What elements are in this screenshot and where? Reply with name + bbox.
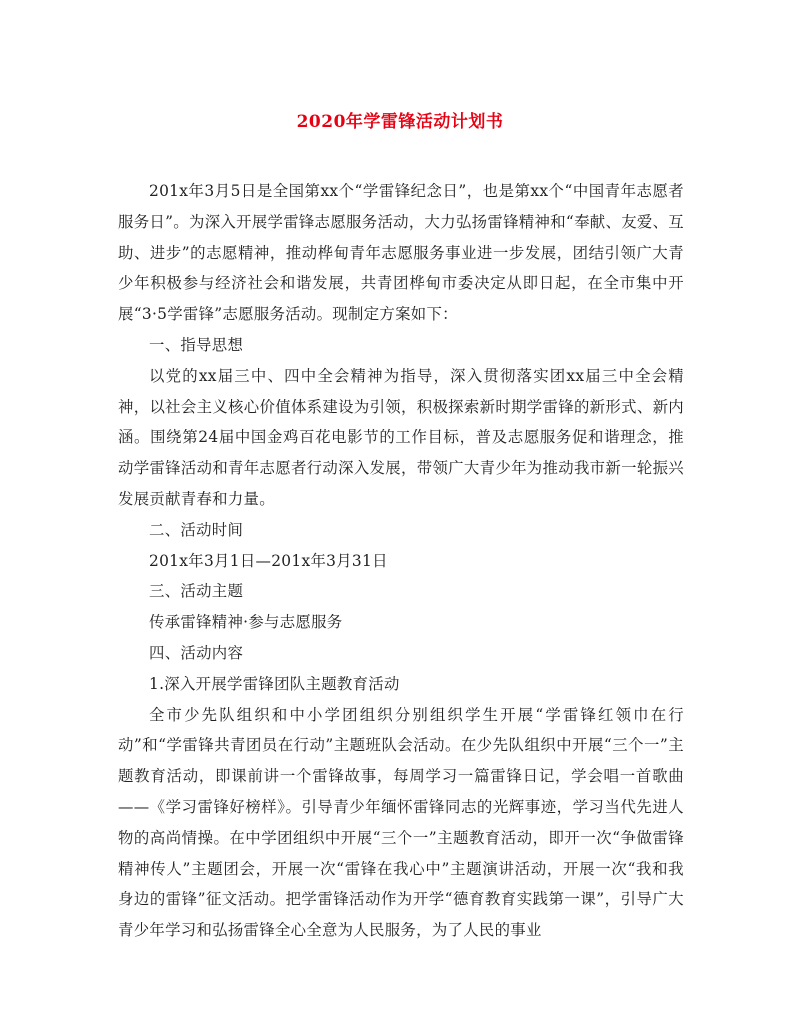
document-body <box>118 176 684 946</box>
section-heading-activity-content: 四、活动内容 <box>149 643 244 662</box>
section-heading-guiding-thought: 一、指导思想 <box>149 335 244 354</box>
item-1-heading: 1.深入开展学雷锋团队主题教育活动 <box>149 674 400 693</box>
intro-paragraph: 201x年3月5日是全国第xx个“学雷锋纪念日”，也是第xx个“中国青年志愿者服务日”。为深入开展学雷锋志愿服务活动，大力弘扬雷锋精神和“奉献、友爱、互助、进步”的志愿精神，推动桦甸青年志愿服务事业进一步发展，团结引领广大青少年积极参与经济社会和谐发展，共青团桦甸市委决定从即日起，在全市集中开展“3·5学雷锋”志愿服务活动。现制定方案如下： <box>118 182 684 324</box>
item-1-paragraph: 全市少先队组织和中小学团组织分别组织学生开展“学雷锋红领巾在行动”和“学雷锋共青团员在行动”主题班队会活动。在少先队组织中开展“三个一”主题教育活动，即课前讲一个雷锋故事，每周学习一篇雷锋日记，学会唱一首歌曲——《学习雷锋好榜样》。引导青少年缅怀雷锋同志的光辉事迹，学习当代先进人物的高尚情操。在中学团组织中开展“三个一”主题教育活动，即开一次“争做雷锋精神传人”主题团会，开展一次“雷锋在我心中”主题演讲活动，开展一次“我和我身边的雷锋”征文活动。把学雷锋活动作为开学“德育教育实践第一课”，引导广大青少年学习和弘扬雷锋全心全意为人民服务，为了人民的事业 <box>118 705 684 940</box>
activity-time-text: 201x年3月1日—201x年3月31日 <box>149 551 388 570</box>
document-title: 2020年学雷锋活动计划书 <box>296 112 504 132</box>
activity-theme-text: 传承雷锋精神·参与志愿服务 <box>149 613 343 632</box>
guiding-thought-paragraph: 以党的xx届三中、四中全会精神为指导，深入贯彻落实团xx届三中全会精神，以社会主义核心价值体系建设为引领，积极探索新时期学雷锋的新形式、新内涵。围绕第24届中国金鸡百花电影节的工作目标，普及志愿服务促和谐理念，推动学雷锋活动和青年志愿者行动深入发展，带领广大青少年为推动我市新一轮振兴发展贡献青春和力量。 <box>118 366 684 508</box>
section-heading-activity-theme: 三、活动主题 <box>149 582 244 601</box>
section-heading-activity-time: 二、活动时间 <box>149 520 244 539</box>
